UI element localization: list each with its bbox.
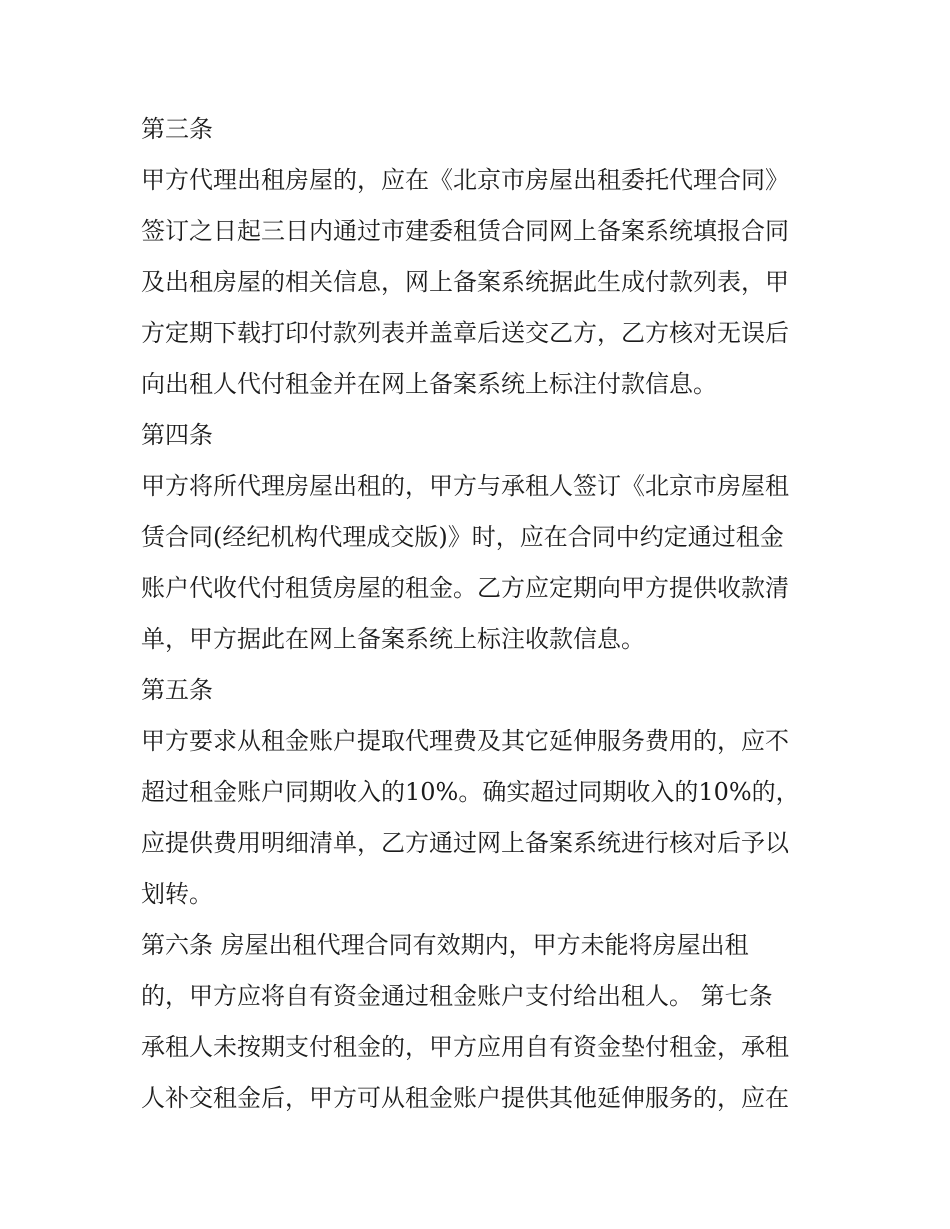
document-body — [141, 104, 821, 1124]
text-line: 及出租房屋的相关信息，网上备案系统据此生成付款列表，甲 — [141, 268, 789, 296]
text-line: 甲方代理出租房屋的，应在《北京市房屋出租委托代理合同》 — [141, 166, 789, 194]
text-line: 单，甲方据此在网上备案系统上标注收款信息。 — [141, 625, 645, 653]
text-line: 方定期下载打印付款列表并盖章后送交乙方，乙方核对无误后 — [141, 319, 789, 347]
text-line: 账户代收代付租赁房屋的租金。乙方应定期向甲方提供收款清 — [141, 574, 789, 602]
article-3-heading: 第三条 — [141, 115, 213, 143]
text-line: 划转。 — [141, 880, 213, 908]
text-line: 超过租金账户同期收入的10%。确实超过同期收入的10%的， — [141, 778, 800, 806]
text-line: 甲方将所代理房屋出租的，甲方与承租人签订《北京市房屋租 — [141, 472, 789, 500]
text-line: 应提供费用明细清单，乙方通过网上备案系统进行核对后予以 — [141, 829, 789, 857]
article-5-heading: 第五条 — [141, 676, 213, 704]
text-line: 签订之日起三日内通过市建委租赁合同网上备案系统填报合同 — [141, 217, 789, 245]
article-6-line: 第六条 房屋出租代理合同有效期内，甲方未能将房屋出租 — [141, 931, 749, 959]
text-line: 赁合同(经纪机构代理成交版)》时，应在合同中约定通过租金 — [141, 523, 784, 551]
article-4-heading: 第四条 — [141, 421, 213, 449]
text-line: 甲方要求从租金账户提取代理费及其它延伸服务费用的，应不 — [141, 727, 789, 755]
text-line: 的，甲方应将自有资金通过租金账户支付给出租人。 第七条 — [141, 982, 773, 1010]
text-line: 承租人未按期支付租金的，甲方应用自有资金垫付租金，承租 — [141, 1033, 789, 1061]
text-line: 向出租人代付租金并在网上备案系统上标注付款信息。 — [141, 370, 717, 398]
text-line: 人补交租金后，甲方可从租金账户提供其他延伸服务的，应在 — [141, 1084, 789, 1112]
